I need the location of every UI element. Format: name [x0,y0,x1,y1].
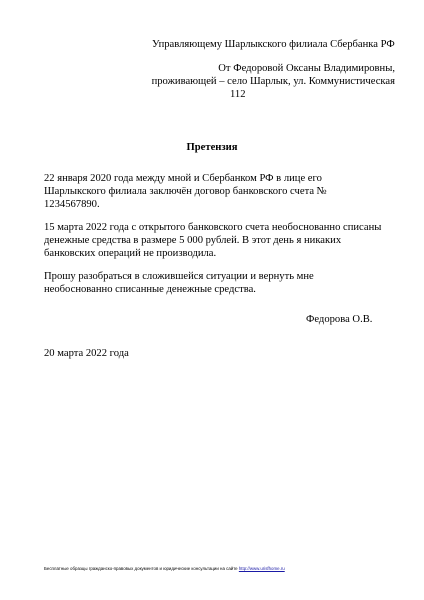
sender-address-number: 112 [230,89,246,100]
body-paragraph-contract: 22 января 2020 года между мной и Сбербанком РФ в лице его Шарлыкского филиала заключён договор банковского счета № 1234567890. [44,173,327,210]
footer-link[interactable]: http://www.urisfhome.ru [238,566,285,571]
sender-address-line: проживающей – село Шарлык, ул. Коммунистическая [151,76,395,87]
sender-block [150,62,395,101]
body-paragraph-debit: 15 марта 2022 года с открытого банковского счета необоснованно списаны денежные средства в размере 5 000 рублей. В этот день я никаких банковских операций не производила. [44,222,382,259]
addressee-line: Управляющему Шарлыкского филиала Сбербанка РФ [152,39,395,50]
document-body [44,172,384,306]
body-paragraph-request: Прошу разобраться в сложившейся ситуации и вернуть мне необоснованно списанные денежные средства. [44,271,314,295]
footer-text: Бесплатные образцы гражданско-правовых документов и юридические консультации на сайте [44,566,239,571]
signature: Федорова О.В. [306,314,373,325]
document-date: 20 марта 2022 года [44,348,129,359]
sender-name-line: От Федоровой Оксаны Владимировны, [218,63,395,74]
document-title: Претензия [186,142,238,153]
footer-note [44,566,285,572]
